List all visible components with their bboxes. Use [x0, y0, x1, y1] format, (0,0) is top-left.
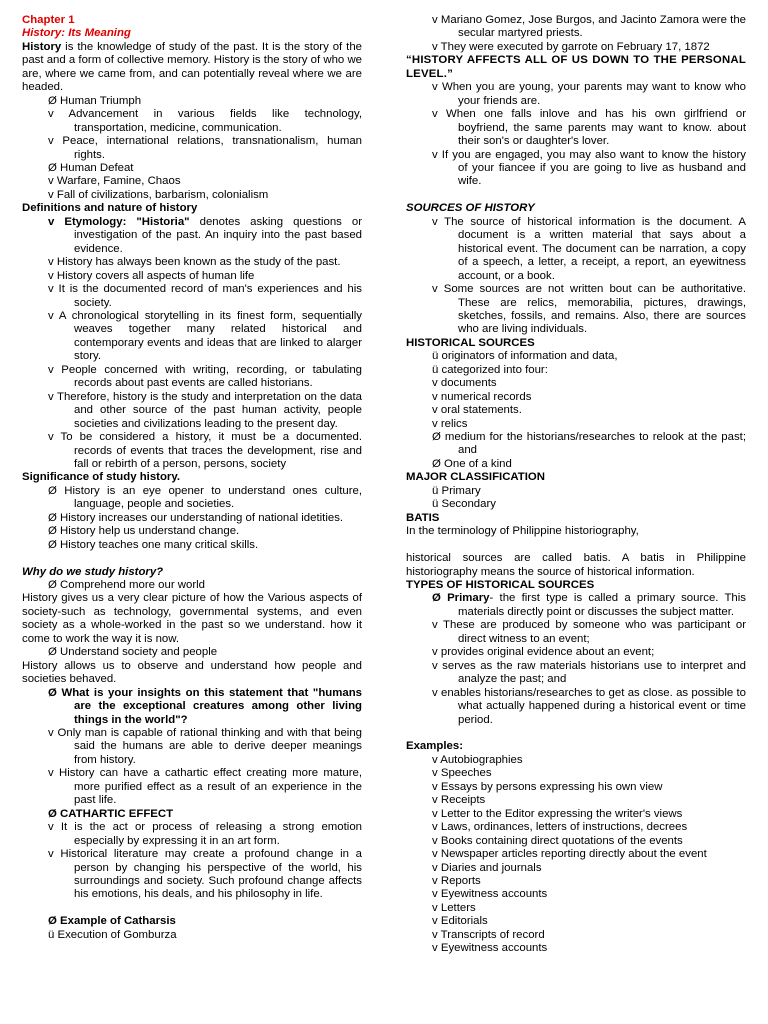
left-paragraph: v A chronological storytelling in its finest form, sequentially weaves together many related historical and contemporary events and ideas that are linked to alarger story. — [48, 309, 362, 363]
right-paragraph: v These are produced by someone who was participant or direct witness to an event; — [432, 619, 746, 645]
left-paragraph: Ø History teaches one many critical skills. — [48, 538, 259, 551]
right-paragraph: v numerical records — [432, 390, 532, 403]
left-paragraph: v History covers all aspects of human life — [48, 269, 255, 282]
left-paragraph: Ø What is your insights on this statement that "humans are the exceptional creatures among other living things in the world"? — [48, 686, 362, 726]
left-paragraph: History gives us a very clear picture of how the Various aspects of society-such as technology, governmental systems, and even society as a whole-worked in the past so we understand. how it come to work the way it is now. — [22, 592, 362, 645]
right-paragraph: v provides original evidence about an event; — [432, 646, 655, 659]
left-paragraph: Ø CATHARTIC EFFECT — [48, 807, 174, 820]
right-paragraph: v When you are young, your parents may want to know who your friends are. — [432, 81, 746, 107]
left-paragraph: v It is the documented record of man's experiences and his society. — [48, 283, 362, 309]
right-paragraph: v relics — [432, 417, 468, 430]
right-paragraph: v Editorials — [432, 915, 488, 928]
left-paragraph — [22, 902, 362, 915]
left-paragraph: Ø History is an eye opener to understand ones culture, language, people and societies. — [48, 484, 362, 511]
left-paragraph: ü Execution of Gomburza — [48, 928, 177, 941]
right-paragraph: ü originators of information and data, — [432, 350, 618, 363]
right-paragraph — [406, 727, 746, 740]
right-paragraph: v Receipts — [432, 794, 486, 807]
left-paragraph: Ø Human Defeat — [48, 161, 134, 174]
right-paragraph: historical sources are called batis. A batis in Philippine historiography means the source of historical information. — [406, 552, 746, 578]
left-paragraph: v Fall of civilizations, barbarism, colonialism — [48, 188, 269, 201]
right-paragraph: v documents — [432, 377, 497, 390]
left-column — [22, 14, 362, 942]
left-paragraph: v Therefore, history is the study and interpretation on the data and other source of the past human activity, people societies and civilizations leading to the present day. — [48, 390, 362, 430]
left-paragraph: History: Its Meaning — [22, 27, 131, 40]
left-paragraph: v History can have a cathartic effect creating more mature, more purified effect as a result of an experience in the past life. — [48, 767, 362, 807]
left-paragraph: Ø Comprehend more our world — [48, 579, 206, 592]
right-paragraph: Examples: — [406, 740, 463, 753]
right-paragraph: v Books containing direct quotations of the events — [432, 834, 683, 847]
right-paragraph — [406, 189, 746, 202]
left-paragraph: Definitions and nature of history — [22, 202, 198, 215]
right-paragraph — [406, 539, 746, 552]
right-paragraph: v Letters — [432, 901, 476, 914]
right-paragraph: “HISTORY AFFECTS ALL OF US DOWN TO THE PERSONAL LEVEL.” — [406, 54, 746, 80]
left-paragraph: Why do we study history? — [22, 565, 164, 578]
text-run: v Etymology: "Historia" — [48, 215, 190, 228]
right-paragraph: TYPES OF HISTORICAL SOURCES — [406, 579, 595, 591]
left-paragraph: v It is the act or process of releasing a strong emotion especially by expressing it in an art form. — [48, 821, 362, 847]
left-paragraph: Chapter 1 — [22, 14, 75, 26]
text-run: is the knowledge of study of the past. It is the story of the past and a form of collective memory. History is the story of who we are, where we came from, and can potentially reveal where we are headed. — [22, 40, 362, 94]
right-paragraph: v The source of historical information is the document. A document is a written material that says about a historical event. The document can be narration, a copy of a speech, a letter, a receipt, a report, an eyewitness account, or a book. — [432, 215, 746, 282]
right-paragraph: SOURCES OF HISTORY — [406, 202, 535, 215]
right-paragraph: In the terminology of Philippine historiography, — [406, 525, 639, 538]
text-run: Ø Primary — [432, 592, 490, 605]
left-paragraph: v Historical literature may create a profound change in a person by changing his perspective of the world, his surroundings and society. Such profound change affects his emotions, his deals, and his philosophy in life. — [48, 848, 362, 901]
right-paragraph: v They were executed by garrote on February 17, 1872 — [432, 40, 710, 53]
right-paragraph: v Reports — [432, 874, 481, 887]
right-column — [406, 14, 746, 956]
right-paragraph: v When one falls inlove and has his own girlfriend or boyfriend, the same parents may want to know. about their son's or daughter's lover. — [432, 108, 746, 148]
left-paragraph: Ø History increases our understanding of national idetities. — [48, 511, 344, 524]
right-paragraph: ü Secondary — [432, 498, 496, 511]
left-paragraph: History allows us to observe and understand how people and societies behaved. — [22, 659, 362, 686]
right-paragraph: Ø medium for the historians/researches to relook at the past; and — [432, 431, 746, 457]
right-paragraph: v Letter to the Editor expressing the writer's views — [432, 807, 683, 820]
right-paragraph: v If you are engaged, you may also want to know the history of your fiancee if you are going to live as husband and wife. — [432, 148, 746, 188]
right-paragraph: v Eyewitness accounts — [432, 888, 548, 901]
right-paragraph: v serves as the raw materials historians use to interpret and analyze the past; and — [432, 659, 746, 686]
left-paragraph: v Warfare, Famine, Chaos — [48, 175, 181, 188]
text-run: - the first type is called a primary source. This materials directly point or discusses the subject matter. — [458, 592, 746, 618]
left-paragraph: v Peace, international relations, transnationalism, human rights. — [48, 135, 362, 161]
left-paragraph: v People concerned with writing, recording, or tabulating records about past events are called historians. — [48, 363, 362, 390]
text-run: History — [22, 40, 62, 53]
right-paragraph: v Transcripts of record — [432, 928, 545, 941]
right-paragraph: MAJOR CLASSIFICATION — [406, 471, 546, 484]
right-paragraph — [406, 592, 746, 619]
left-paragraph: v Only man is capable of rational thinking and with that being said the humans are able to derive deeper meanings from history. — [48, 727, 362, 766]
right-paragraph: v Laws, ordinances, letters of instructions, decrees — [432, 821, 688, 834]
left-paragraph: v Advancement in various fields like technology, transportation, medicine, communication. — [48, 108, 362, 134]
left-paragraph: Ø Example of Catharsis — [48, 915, 176, 928]
left-paragraph — [22, 41, 362, 95]
right-paragraph: v Eyewitness accounts — [432, 942, 548, 955]
left-paragraph — [22, 552, 362, 565]
left-paragraph: v History has always been known as the study of the past. — [48, 256, 341, 269]
right-paragraph: v Diaries and journals — [432, 861, 542, 874]
right-paragraph: ü Primary — [432, 484, 481, 497]
right-paragraph: v oral statements. — [432, 404, 522, 417]
right-paragraph: Ø One of a kind — [432, 457, 512, 470]
left-paragraph: Ø History help us understand change. — [48, 525, 240, 538]
left-paragraph — [22, 216, 362, 256]
left-paragraph: Ø Understand society and people — [48, 646, 218, 659]
right-paragraph: v enables historians/researches to get as close. as possible to what actually happened during a historical event or time period. — [432, 686, 746, 726]
right-paragraph: BATIS — [406, 511, 440, 524]
right-paragraph: HISTORICAL SOURCES — [406, 336, 535, 349]
left-paragraph: Ø Human Triumph — [48, 94, 142, 107]
left-paragraph: v To be considered a history, it must be a documented. records of events that traces the development, rise and fall or rebirth of a person, persons, society — [48, 431, 362, 470]
right-paragraph: v Speeches — [432, 767, 492, 780]
text-run: denotes asking questions or investigation of the past. An inquiry into the past based evidence. — [74, 215, 362, 255]
right-paragraph: v Newspaper articles reporting directly about the event — [432, 848, 707, 861]
right-paragraph: v Some sources are not written bout can be authoritative. These are relics, memorabilia, pictures, drawings, sketches, fossils, and remains. Also, there are sources who are living individuals. — [432, 283, 746, 336]
right-paragraph: ü categorized into four: — [432, 363, 548, 376]
right-paragraph: v Essays by persons expressing his own view — [432, 780, 663, 793]
right-paragraph: v Autobiographies — [432, 753, 523, 766]
left-paragraph: Significance of study history. — [22, 471, 181, 484]
right-paragraph: v Mariano Gomez, Jose Burgos, and Jacinto Zamora were the secular martyred priests. — [432, 14, 746, 40]
